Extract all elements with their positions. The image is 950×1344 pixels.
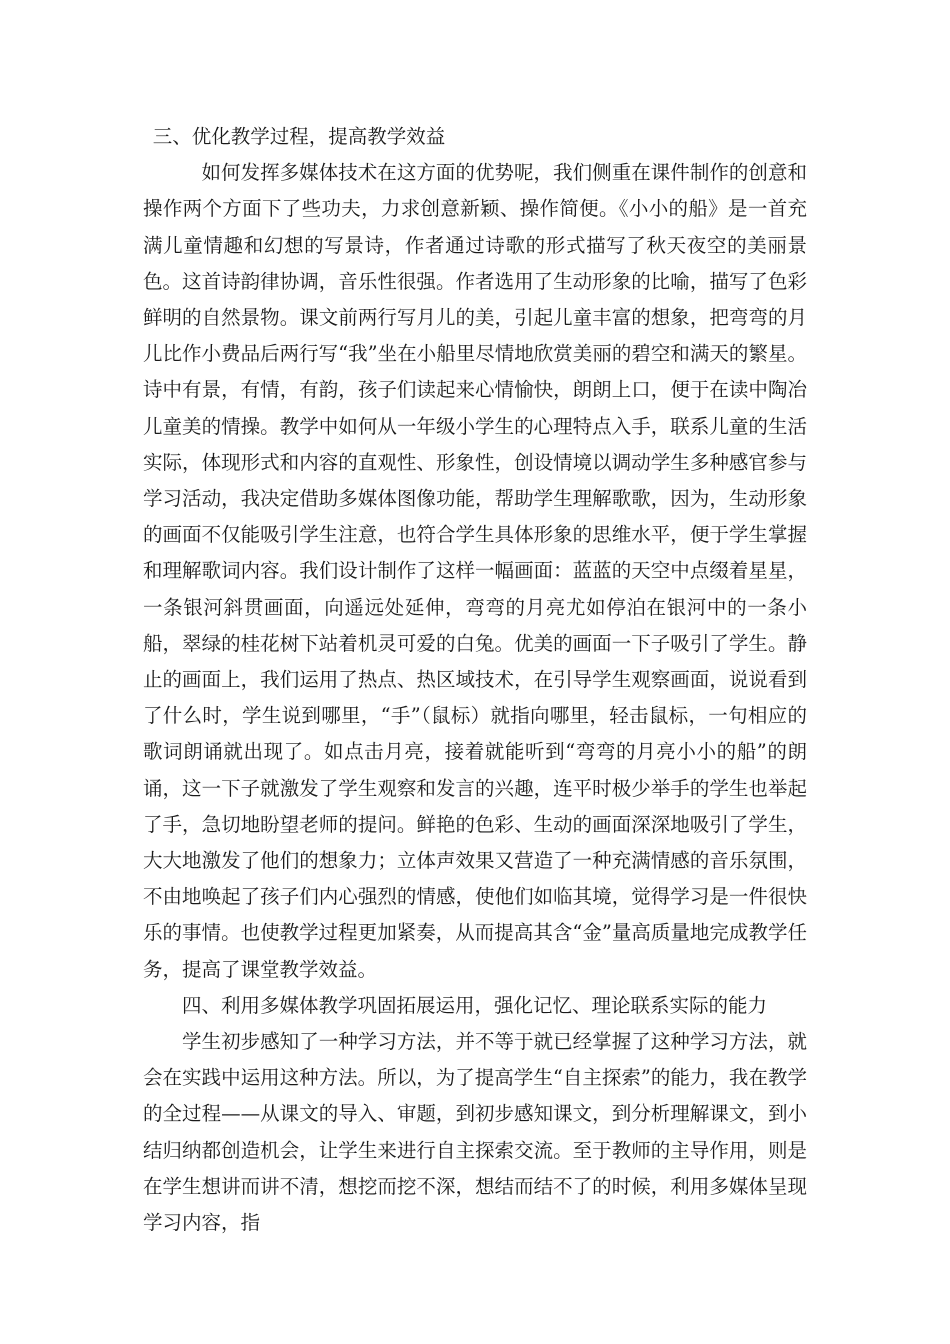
section-4-heading: 四、利用多媒体教学巩固拓展运用，强化记忆、理论联系实际的能力 xyxy=(182,993,768,1017)
section-3-heading: 三、优化教学过程，提高教学效益 xyxy=(152,125,446,148)
section-4-paragraph: 学生初步感知了一种学习方法，并不等于就已经掌握了这种学习方法，就会在实践中运用这种方法。所以，为了提高学生“自主探索”的能力，我在教学的全过程——从课文的导入、审题，到初步感知课文，到分析理解课文，到小结归纳都创造机会，让学生来进行自主探索交流。至于教师的主导作用，则是在学生想讲而讲不清，想挖而挖不深，想结而结不了的时候，利用多媒体呈现学习内容，指 xyxy=(143,1030,807,1235)
section-3-paragraph: 如何发挥多媒体技术在这方面的优势呢，我们侧重在课件制作的创意和操作两个方面下了些功夫，力求创意新颖、操作简便。《小小的船》是一首充满儿童情趣和幻想的写景诗，作者通过诗歌的形式描写了秋天夜空的美丽景色。这首诗韵律协调，音乐性很强。作者选用了生动形象的比喻，描写了色彩鲜明的自然景物。课文前两行写月儿的美，引起儿童丰富的想象，把弯弯的月儿比作小费品后两行写“我”坐在小船里尽情地欣赏美丽的碧空和满天的繁星。诗中有景，有情，有韵，孩子们读起来心情愉快，朗朗上口，便于在读中陶冶儿童美的情操。教学中如何从一年级小学生的心理特点入手，联系儿童的生活实际，体现形式和内容的直观性、形象性，创设情境以调动学生多种感官参与学习活动，我决定借助多媒体图像功能，帮助学生理解歌歌，因为，生动形象的画面不仅能吸引学生注意，也符合学生具体形象的思维水平，便于学生掌握和理解歌词内容。我们设计制作了这样一幅画面：蓝蓝的天空中点缀着星星，一条银河斜贯画面，向遥远处延伸，弯弯的月亮尤如停泊在银河中的一条小船，翠绿的桂花树下站着机灵可爱的白兔。优美的画面一下子吸引了学生。静止的画面上，我们运用了热点、热区域技术，在引导学生观察画面，说说看到了什么时，学生说到哪里，“手”（鼠标）就指向哪里，轻击鼠标，一句相应的歌词朗诵就出现了。如点击月亮，接着就能听到“弯弯的月亮小小的船”的朗诵，这一下子就激发了学生观察和发言的兴趣，连平时极少举手的学生也举起了手，急切地盼望老师的提问。鲜艳的色彩、生动的画面深深地吸引了学生，大大地激发了他们的想象力；立体声效果又营造了一种充满情感的音乐氛围，不由地唤起了孩子们内心强烈的情感，使他们如临其境，觉得学习是一件很快乐的事情。也使教学过程更加紧奏，从而提高其含“金”量高质量地完成教学任务，提高了课堂教学效益。 xyxy=(143,161,807,981)
document-body xyxy=(143,119,807,1241)
